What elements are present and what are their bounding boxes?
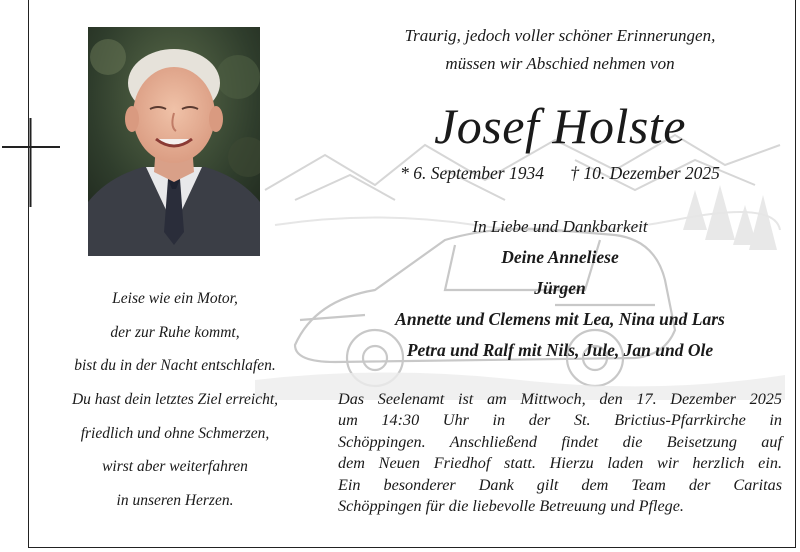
poem-line: in unseren Herzen. [116, 492, 234, 510]
birth-date: * 6. September 1934 [400, 163, 544, 183]
mourners-block [338, 212, 782, 366]
notice-line: Ein besonderer Dank gilt dem Team der Caritas [338, 475, 782, 494]
intro-line: Traurig, jedoch voller schöner Erinnerungen, [404, 26, 716, 45]
funeral-notice [338, 389, 782, 517]
deceased-name: Josef Holste [434, 98, 686, 154]
poem-line: friedlich und ohne Schmerzen, [80, 424, 270, 442]
poem-line: Leise wie ein Motor, [112, 290, 238, 307]
life-dates [340, 160, 780, 186]
intro-line: müssen wir Abschied nehmen von [445, 54, 675, 73]
mourner-name: Annette und Clemens mit Lea, Nina und Lars [395, 309, 725, 329]
portrait-photo [88, 27, 260, 256]
poem-line: wirst aber weiterfahren [102, 458, 248, 476]
notice-line: um 14:30 Uhr in der St. Brictius-Pfarrkirche in [338, 411, 782, 430]
poem-line: bist du in der Nacht entschlafen. [74, 357, 276, 375]
cross-icon [0, 0, 64, 210]
poem-line: Du hast dein letztes Ziel erreicht, [71, 391, 279, 409]
memorial-poem [40, 282, 310, 518]
notice-line: Schöppingen. Anschließend findet die Beisetzung auf [338, 432, 782, 451]
poem-line: der zur Ruhe kommt, [110, 323, 240, 341]
notice-line: Das Seelenamt ist am Mittwoch, den 17. Dezember 2025 [338, 390, 782, 408]
death-date: † 10. Dezember 2025 [570, 163, 720, 183]
notice-line: dem Neuen Friedhof statt. Hierzu laden wir herzlich ein. [338, 454, 782, 473]
notice-line: Schöppingen für die liebevolle Betreuung und Pflege. [338, 497, 684, 516]
intro-text [340, 22, 780, 78]
mourners-lead: In Liebe und Dankbarkeit [472, 217, 648, 236]
mourner-name: Petra und Ralf mit Nils, Jule, Jan und Ole [406, 340, 714, 360]
mourner-name: Deine Anneliese [501, 247, 619, 267]
mourner-name: Jürgen [534, 278, 586, 298]
